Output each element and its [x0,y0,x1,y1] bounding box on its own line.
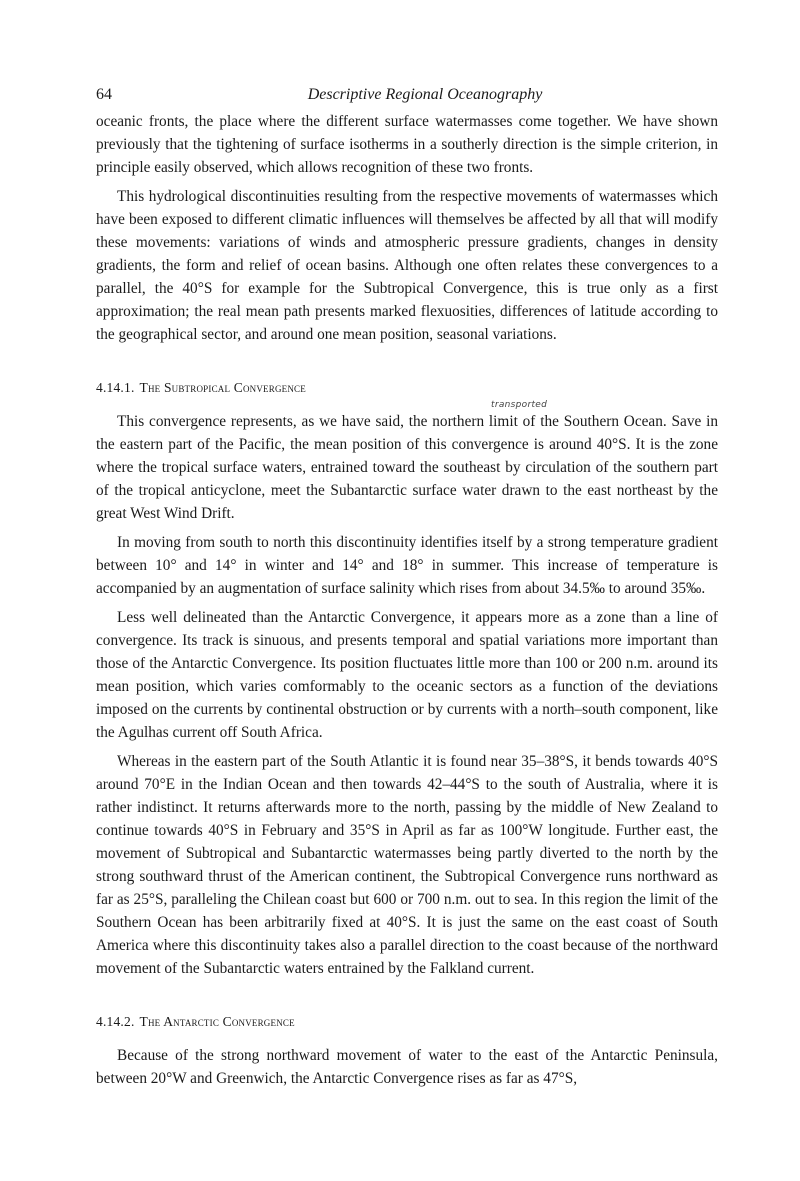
document-page [96,82,718,1096]
section-title: The Antarctic Convergence [139,1014,295,1029]
subtropical-paragraph-1: This convergence represents, as we have said, the northern limit of the Southern Ocean. Save in the eastern part of the Pacific, the mean position of this convergence is around 40°S. It is the zone where the tropical surface waters, entrained toward the southeast by circulation of the southern part of the tropical anticyclone, meet the Subantarctic surface water drawn to the east northeast by the great West Wind Drift. [96,413,718,522]
section-number: 4.14.2. [96,1014,135,1029]
subtropical-paragraph-3: Less well delineated than the Antarctic Convergence, it appears more as a zone than a line of convergence. Its track is sinuous, and presents temporal and spatial variations more important than those of the Antarctic Convergence. Its position fluctuates little more than 100 or 200 n.m. around its mean position, which varies comformably to the oceanic sectors as a function of the deviations imposed on the currents by continental obstruction or by currents with a north–south component, like the Agulhas current off South Africa. [96,609,718,741]
subtropical-paragraph-4: Whereas in the eastern part of the South Atlantic it is found near 35–38°S, it bends towards 40°S around 70°E in the Indian Ocean and then towards 42–44°S to the south of Australia, where it is rather indistinct. It returns afterwards more to the north, passing by the middle of New Zealand to continue towards 40°S in February and 35°S in April as far as 100°W longitude. Further east, the movement of Subtropical and Subantarctic watermasses being partly diverted to the north by the strong southward thrust of the American continent, the Subtropical Convergence runs northward as far as 25°S, paralleling the Chilean coast but 600 or 700 n.m. out to sea. In this region the limit of the Southern Ocean has been arbitrarily fixed at 40°S. It is just the same on the east coast of South America where this discontinuity takes also a parallel direction to the coast because of the northward movement of the Subantarctic waters entrained by the Falkland current. [96,753,718,977]
subtropical-paragraph-2: In moving from south to north this discontinuity identifies itself by a strong temperature gradient between 10° and 14° in winter and 14° and 18° in summer. This increase of temperature is accompanied by an augmentation of surface salinity which rises from about 34.5‰ to around 35‰. [96,534,718,597]
handwritten-annotation: transported [491,400,548,410]
running-title: Descriptive Regional Oceanography [307,86,543,103]
intro-paragraph-2: This hydrological discontinuities resulting from the respective movements of watermasses which have been exposed to different climatic influences will themselves be affected by all that will modify these movements: variations of winds and atmospheric pressure gradients, changes in density gradients, the form and relief of ocean basins. Although one often relates these convergences to a parallel, the 40°S for example for the Subtropical Convergence, this is true only as a first approximation; the real mean path presents marked flexuosities, differences of latitude according to the geographical sector, and around one mean position, seasonal variations. [96,188,718,343]
section-title: The Subtropical Convergence [139,380,306,395]
intro-paragraph-1: oceanic fronts, the place where the different surface watermasses come together. We have shown previously that the tightening of surface isotherms in a southerly direction is the simple criterion, in principle easily observed, which allows recognition of these two fronts. [96,113,718,176]
section-subtropical-body [96,400,718,525]
antarctic-paragraph-1: Because of the strong northward movement of water to the east of the Antarctic Peninsula, between 20°W and Greenwich, the Antarctic Convergence rises as far as 47°S, [96,1047,718,1087]
running-head [96,82,718,108]
section-heading-subtropical [96,378,718,398]
section-number: 4.14.1. [96,380,135,395]
page-number: 64 [96,86,112,103]
section-heading-antarctic [96,1012,718,1032]
